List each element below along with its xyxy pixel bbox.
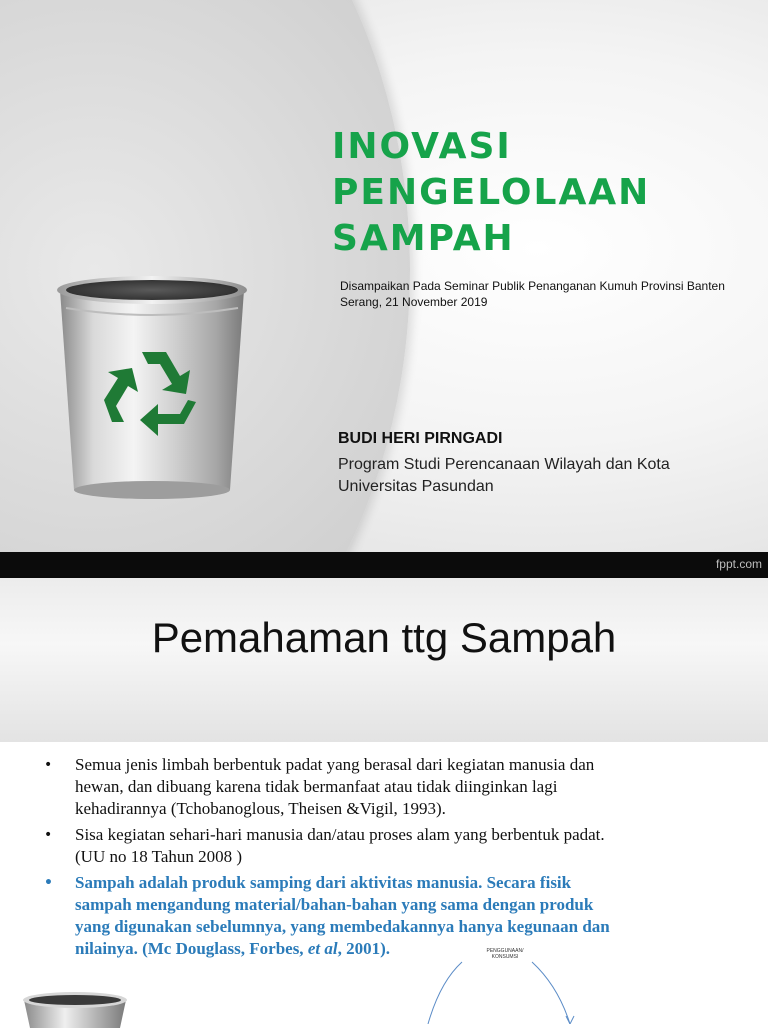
author-affiliation: [338, 454, 670, 498]
title-line: PENGELOLAAN: [332, 172, 651, 213]
title-line: INOVASI: [332, 126, 512, 167]
bullet-icon: •: [44, 827, 53, 843]
slide2-title: Pemahaman ttg Sampah: [151, 614, 617, 661]
citation-et-al: et al: [307, 939, 338, 958]
subtitle-line: Serang, 21 November 2019: [340, 295, 488, 309]
trash-bin-icon: [20, 988, 130, 1028]
presentation-title: [332, 124, 650, 262]
bullet-line: hewan, dan dibuang karena tidak bermanfaat atau tidak diinginkan lagi: [75, 777, 558, 796]
bullet-line: Sampah adalah produk samping dari aktivitas manusia. Secara fisik: [75, 873, 572, 892]
bullet-line: (UU no 18 Tahun 2008 ): [75, 847, 243, 866]
bullet-icon: •: [44, 757, 53, 773]
bullet-icon: •: [44, 875, 53, 891]
list-item: [44, 824, 744, 868]
affiliation-line: Program Studi Perencanaan Wilayah dan Kota: [338, 456, 670, 473]
slide2-body: [0, 742, 768, 1024]
bullet-line: Sisa kegiatan sehari-hari manusia dan/atau proses alam yang berbentuk padat.: [75, 825, 605, 844]
slide2-header: [0, 578, 768, 742]
bullet-line: Semua jenis limbah berbentuk padat yang berasal dari kegiatan manusia dan: [75, 755, 595, 774]
list-item: [44, 754, 744, 820]
slide-separator-bar: [0, 552, 768, 578]
event-subtitle: [340, 278, 725, 310]
title-line: SAMPAH: [332, 218, 515, 259]
recycle-icon: [102, 348, 206, 444]
definition-list: [44, 754, 744, 964]
subtitle-line: Disampaikan Pada Seminar Publik Penanganan Kumuh Provinsi Banten: [340, 279, 725, 293]
diagram-label-line: PENGGUNAAN/: [486, 948, 524, 954]
diagram-label-line: KONSUMSI: [491, 954, 519, 960]
author-name: BUDI HERI PIRNGADI: [338, 430, 503, 447]
diagram-node-label: [470, 948, 540, 960]
bullet-line: kehadirannya (Tchobanoglous, Theisen &Vigil, 1993).: [75, 799, 446, 818]
list-item-highlight: [44, 872, 744, 960]
citation-suffix: , 2001).: [337, 939, 390, 958]
template-credit: fppt.com: [715, 557, 762, 571]
citation-prefix: nilainya. (Mc Douglass, Forbes,: [75, 939, 308, 958]
affiliation-line: Universitas Pasundan: [338, 478, 494, 495]
bullet-line: sampah mengandung material/bahan-bahan yang sama dengan produk: [75, 895, 594, 914]
bullet-line: yang digunakan sebelumnya, yang membedakannya hanya kegunaan dan: [75, 917, 610, 936]
